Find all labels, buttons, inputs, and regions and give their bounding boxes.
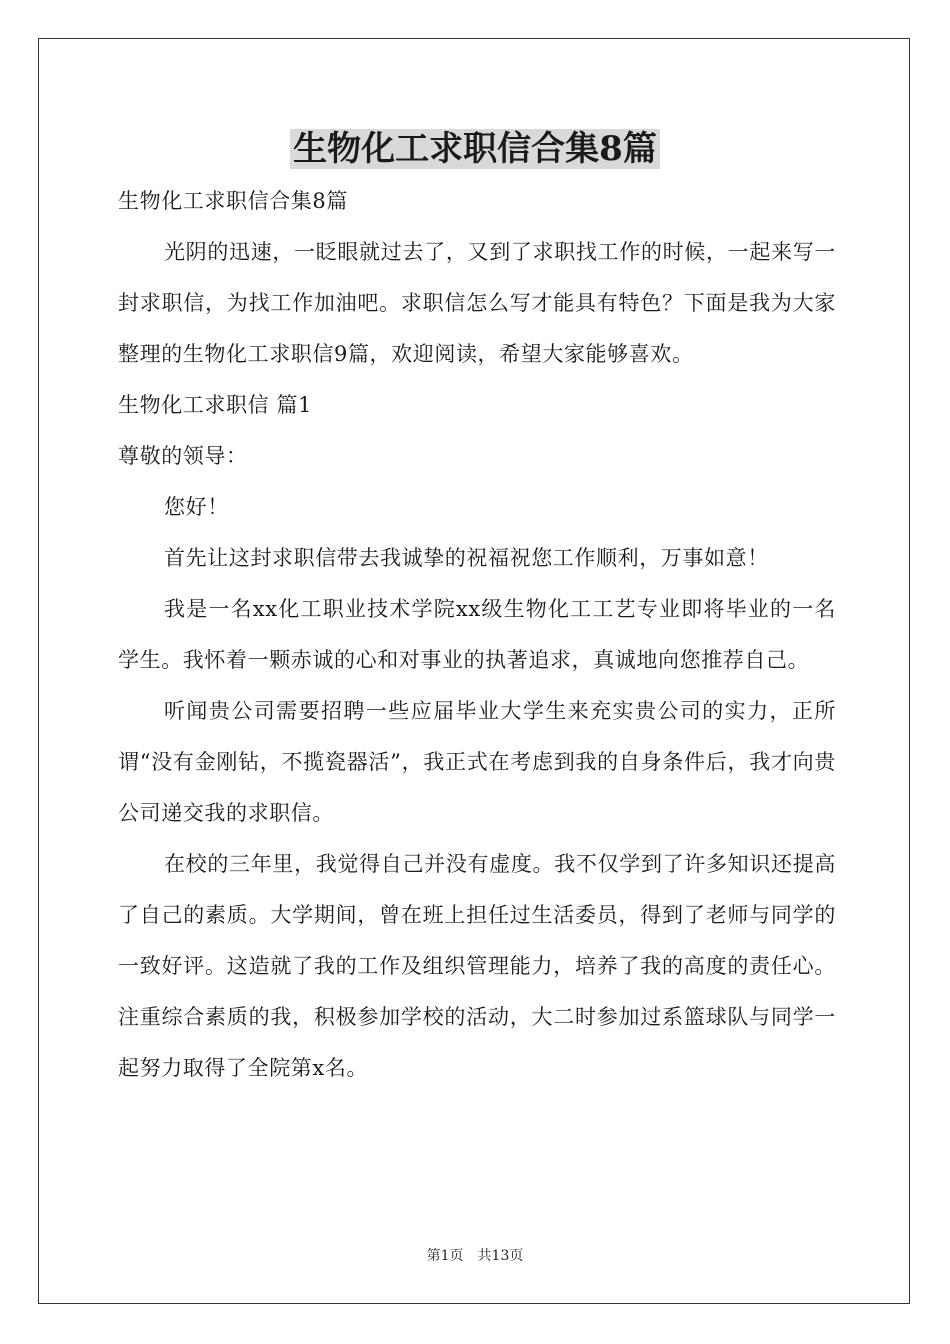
- intro-paragraph: 光阴的迅速，一眨眼就过去了，又到了求职找工作的时候，一起来写一封求职信，为找工作加油吧。求职信怎么写才能具有特色？下面是我为大家整理的生物化工求职信9篇，欢迎阅读，希望大家能够喜欢。: [118, 240, 836, 366]
- body-paragraph: 我是一名xx化工职业技术学院xx级生物化工工艺专业即将毕业的一名学生。我怀着一颗赤诚的心和对事业的执著追求，真诚地向您推荐自己。: [118, 597, 836, 672]
- page-number: 第1页: [426, 1248, 464, 1264]
- document-body: [118, 176, 836, 1094]
- document-title: 生物化工求职信合集8篇: [0, 124, 950, 174]
- body-paragraph: 首先让这封求职信带去我诚挚的祝福祝您工作顺利，万事如意！: [164, 546, 769, 570]
- greeting: 您好！: [164, 495, 229, 519]
- salutation: 尊敬的领导：: [118, 444, 248, 468]
- page-footer: [0, 1246, 950, 1266]
- body-paragraph: 听闻贵公司需要招聘一些应届毕业大学生来充实贵公司的实力，正所谓“没有金刚钻，不揽瓷器活”，我正式在考虑到我的自身条件后，我才向贵公司递交我的求职信。: [118, 699, 836, 825]
- section-heading: 生物化工求职信 篇1: [118, 393, 313, 417]
- page-total: 共13页: [477, 1248, 524, 1264]
- body-paragraph: 在校的三年里，我觉得自己并没有虚度。我不仅学到了许多知识还提高了自己的素质。大学期间，曾在班上担任过生活委员，得到了老师与同学的一致好评。这造就了我的工作及组织管理能力，培养了我的高度的责任心。注重综合素质的我，积极参加学校的活动，大二时参加过系篮球队与同学一起努力取得了全院第x名。: [118, 852, 836, 1080]
- document-subtitle: 生物化工求职信合集8篇: [118, 189, 348, 213]
